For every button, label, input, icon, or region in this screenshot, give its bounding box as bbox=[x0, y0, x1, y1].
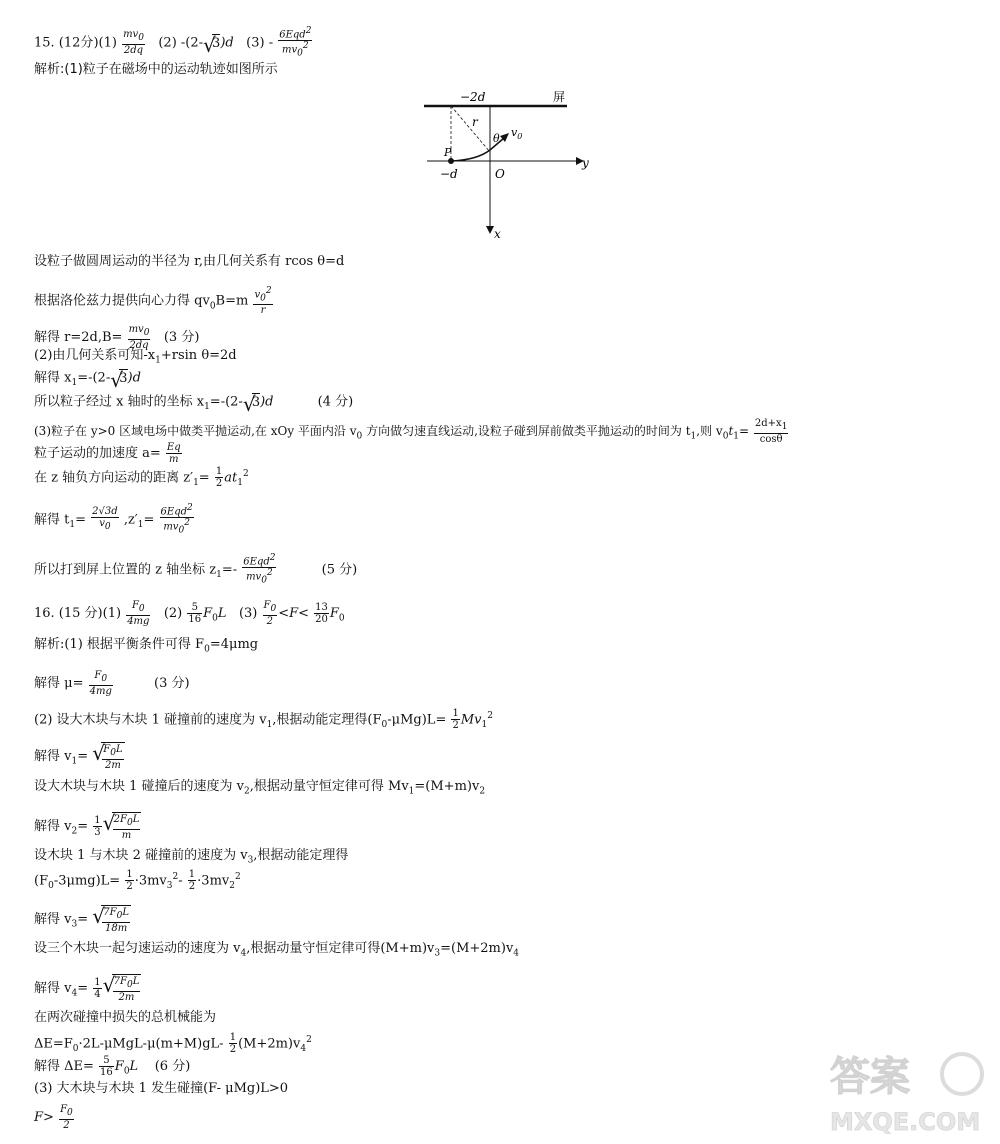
text: = bbox=[77, 912, 89, 927]
text: L bbox=[115, 744, 123, 755]
text: 0 bbox=[260, 293, 266, 304]
text: Eq bbox=[166, 442, 181, 453]
text: ,根据动能定理得 bbox=[253, 848, 349, 863]
p16-answer-header bbox=[34, 600, 345, 627]
text: (M+2m)v bbox=[238, 1036, 301, 1052]
text: 4 bbox=[240, 948, 247, 959]
text: r bbox=[260, 305, 266, 317]
text: 在 z 轴负方向运动的距离 z′ bbox=[34, 470, 194, 486]
text: 设大木块与木块 1 碰撞后的速度为 v bbox=[34, 779, 245, 794]
fraction bbox=[253, 286, 272, 316]
text: - bbox=[178, 873, 183, 889]
text: 2F bbox=[113, 814, 127, 825]
sqrt bbox=[92, 905, 131, 934]
label-r: r bbox=[472, 115, 478, 129]
sqrt bbox=[110, 369, 127, 387]
text: 1 bbox=[94, 815, 101, 826]
text: = bbox=[198, 470, 210, 486]
text: 解得 v bbox=[34, 912, 72, 927]
text: 1 bbox=[216, 569, 222, 580]
text: ,根据动量守恒定律可得 Mv bbox=[249, 779, 409, 794]
text: ·2L-μMgL-μ(m+M)gL- bbox=[78, 1036, 224, 1052]
watermark-circle bbox=[942, 1054, 982, 1094]
text: L bbox=[129, 1059, 139, 1074]
text: 2 bbox=[305, 26, 312, 36]
text: ·3mv bbox=[197, 873, 230, 889]
text: 5 bbox=[187, 602, 202, 614]
text: =(M+m)v bbox=[414, 779, 480, 794]
text: 0 bbox=[356, 431, 363, 442]
text: 2 bbox=[229, 880, 235, 891]
p16-solve-loss bbox=[34, 1055, 190, 1080]
fraction bbox=[113, 814, 141, 841]
text: 1 bbox=[71, 378, 78, 389]
text: F bbox=[131, 600, 139, 611]
text: 6Eqd bbox=[279, 29, 306, 41]
text: )d bbox=[260, 394, 274, 410]
fraction bbox=[102, 907, 130, 934]
text: B=m bbox=[215, 293, 249, 309]
label-p: P bbox=[444, 146, 452, 159]
text: ,z′ bbox=[123, 512, 138, 528]
label-y: y bbox=[582, 156, 589, 170]
text: )d bbox=[127, 370, 141, 386]
fraction bbox=[102, 744, 123, 771]
text: mv bbox=[246, 571, 262, 583]
text: 解析:(1) 根据平衡条件可得 F bbox=[34, 637, 205, 652]
text: 3 bbox=[104, 506, 112, 518]
p16-solve-v1 bbox=[34, 742, 125, 771]
watermark-bottom: MXQE.COM bbox=[830, 1108, 981, 1134]
text: 0 bbox=[209, 301, 216, 312]
text: 15. (12 bbox=[34, 35, 81, 51]
text: 1 bbox=[690, 431, 697, 442]
p16-v3-line bbox=[34, 848, 348, 869]
text: 1 bbox=[155, 355, 161, 366]
text: (3) - bbox=[246, 35, 274, 51]
text: v bbox=[254, 289, 261, 301]
p15-radius-line: 设粒子做圆周运动的半径为 r,由几何关系有 rcos θ=d bbox=[34, 254, 345, 269]
text: 2 bbox=[229, 1044, 237, 1056]
text: 2 bbox=[306, 1035, 312, 1045]
text: 0 bbox=[72, 1043, 79, 1054]
text: =- bbox=[221, 562, 238, 578]
text: (2) -(2- bbox=[158, 35, 204, 51]
text: mv bbox=[123, 29, 139, 41]
text: 设木块 1 与木块 2 碰撞前的速度为 v bbox=[34, 848, 248, 863]
fraction bbox=[89, 670, 113, 697]
text: 7F bbox=[113, 976, 127, 987]
p15-accel-line bbox=[34, 442, 183, 465]
text: 0 bbox=[104, 522, 111, 533]
fraction bbox=[113, 976, 141, 1003]
text: 3 bbox=[251, 395, 261, 410]
text: at bbox=[224, 470, 238, 486]
text: (6 分) bbox=[154, 1059, 191, 1074]
text: F bbox=[94, 670, 102, 681]
p15-zdist-line bbox=[34, 466, 249, 491]
text: 1 bbox=[229, 1032, 237, 1044]
text: ,则 v bbox=[696, 424, 723, 438]
text: +rsin θ=2d bbox=[160, 348, 237, 363]
text: =4μmg bbox=[209, 637, 259, 652]
text: -3μmg)L= bbox=[53, 873, 121, 889]
text: F bbox=[114, 1059, 124, 1074]
text: 2 bbox=[184, 518, 190, 529]
text: 0 bbox=[48, 880, 54, 891]
text: 解得 t bbox=[34, 512, 70, 528]
text: L bbox=[122, 907, 129, 918]
text: 1 bbox=[452, 708, 459, 720]
label-v0 bbox=[511, 126, 522, 141]
sqrt bbox=[203, 34, 220, 52]
text: 分 bbox=[80, 35, 94, 51]
text: 2 bbox=[244, 786, 250, 797]
text: L bbox=[132, 814, 140, 825]
text: 2 bbox=[234, 872, 241, 882]
fraction bbox=[122, 29, 145, 56]
text: )(1) bbox=[93, 35, 117, 51]
text: 0 bbox=[67, 1108, 73, 1118]
text: 0 bbox=[126, 818, 133, 828]
text: 0 bbox=[517, 132, 523, 141]
text: 解得 ΔE= bbox=[34, 1059, 94, 1074]
text: 1 bbox=[94, 977, 101, 988]
text: 2m bbox=[118, 992, 135, 1003]
text: F bbox=[263, 600, 271, 611]
sqrt bbox=[103, 974, 142, 1003]
text: 2 bbox=[71, 826, 78, 837]
text: = bbox=[739, 424, 750, 438]
text: 1 bbox=[266, 719, 273, 730]
text: 0 bbox=[261, 575, 267, 586]
fraction bbox=[126, 600, 150, 627]
text: 0 bbox=[143, 328, 150, 338]
text: 2 bbox=[266, 616, 274, 627]
p15-geo-2 bbox=[34, 348, 237, 369]
text: 4 bbox=[513, 948, 520, 959]
text: 2 bbox=[452, 720, 459, 732]
text: 2 bbox=[479, 786, 486, 797]
text: v bbox=[511, 126, 518, 139]
text: d bbox=[111, 506, 118, 518]
text: F bbox=[103, 744, 111, 755]
fraction bbox=[187, 602, 202, 625]
text: 2 bbox=[269, 553, 276, 563]
text: F bbox=[329, 606, 339, 621]
p15-part3-line: (3)粒子在 y>0 区域电场中做类平抛运动,在 xOy 平面内沿 $v_0$ 方向做匀速直线运动,设粒子碰到屏前做类平抛运动的时间为 $t_1$,则 $v_0t_1=$ $\frac{2d+x_1}{\cos\theta}$ bbox=[34, 418, 788, 445]
p16-loss-equation bbox=[34, 1032, 312, 1057]
p16-v2-line bbox=[34, 779, 485, 800]
text: (4 分) bbox=[317, 394, 354, 410]
fraction bbox=[242, 553, 276, 587]
p16-part3-inequality bbox=[34, 1104, 75, 1131]
text: (5 分) bbox=[321, 562, 358, 578]
fraction bbox=[160, 503, 194, 537]
text: L bbox=[132, 976, 140, 987]
p15-solve-2 bbox=[34, 369, 141, 391]
text: 16 bbox=[100, 1067, 113, 1078]
text: 解得 v bbox=[34, 981, 72, 996]
label-screen: 屏 bbox=[553, 90, 566, 104]
text: 4 bbox=[94, 989, 101, 1000]
sqrt bbox=[243, 393, 260, 411]
text: 16. (15 分)(1) bbox=[34, 606, 122, 621]
text: 1 bbox=[781, 422, 788, 432]
label-origin: O bbox=[495, 167, 505, 181]
p15-answer-header bbox=[34, 26, 313, 60]
text: 粒子运动的加速度 a= bbox=[34, 446, 161, 461]
fraction bbox=[754, 418, 789, 445]
text: 0 bbox=[178, 525, 185, 536]
text: 解得 x bbox=[34, 370, 72, 386]
text: 0 bbox=[204, 644, 210, 655]
text: 解得 μ= bbox=[34, 676, 84, 691]
text: (2)由几何关系可知-x bbox=[34, 348, 156, 363]
text: 1 bbox=[215, 466, 223, 478]
sqrt bbox=[103, 812, 142, 841]
text: 1 bbox=[137, 519, 144, 530]
watermark-top: 答案 bbox=[830, 1054, 910, 1100]
text: = bbox=[77, 819, 89, 834]
p16-v3-equation bbox=[34, 869, 241, 894]
p16-mu-line bbox=[34, 670, 190, 697]
text: 0 bbox=[138, 604, 145, 614]
text: 2 bbox=[172, 872, 179, 882]
text: (3 分) bbox=[154, 676, 190, 691]
text: 5 bbox=[99, 1055, 114, 1067]
trajectory-diagram bbox=[422, 86, 602, 246]
p16-v4-line bbox=[34, 941, 519, 962]
sqrt bbox=[92, 742, 124, 771]
label-neg-d: −d bbox=[440, 167, 458, 181]
text: 1 bbox=[188, 869, 196, 881]
text: ,根据动量守恒定律可得(M+m)v bbox=[246, 941, 435, 956]
dashed-radius bbox=[451, 106, 490, 152]
text: )d bbox=[220, 35, 234, 51]
text: 2 bbox=[215, 478, 223, 490]
text: 所以粒子经过 x 轴时的坐标 x bbox=[34, 394, 205, 410]
p16-solve-v2 bbox=[34, 812, 141, 841]
p15-pass-line bbox=[34, 393, 353, 415]
text: 13 bbox=[315, 602, 328, 613]
p15-final-line bbox=[34, 553, 357, 587]
text: = bbox=[143, 512, 155, 528]
text: ΔE=F bbox=[34, 1036, 73, 1052]
text: 0 bbox=[270, 604, 277, 614]
text: ·3mv bbox=[134, 873, 167, 889]
fraction bbox=[93, 815, 101, 838]
fraction bbox=[278, 26, 312, 60]
text: 1 bbox=[126, 869, 133, 881]
text: 2 bbox=[487, 711, 493, 721]
text: 3 bbox=[212, 35, 221, 51]
text: 16 bbox=[188, 614, 202, 625]
text: m bbox=[121, 830, 132, 841]
text: 18m bbox=[105, 923, 128, 934]
fraction: $\frac{2√3d}{v_0}$ bbox=[92, 506, 118, 533]
p16-loss-text: 在两次碰撞中损失的总机械能为 bbox=[34, 1010, 217, 1025]
fraction bbox=[263, 600, 278, 627]
text: ,根据动能定理得(F bbox=[272, 712, 382, 728]
text: 2dq bbox=[123, 45, 144, 57]
text: 1 bbox=[71, 756, 78, 767]
text: = bbox=[77, 749, 89, 764]
text: 3 bbox=[71, 919, 78, 930]
text: 3 bbox=[119, 371, 128, 386]
p16-part3-line: (3) 大木块与木块 1 发生碰撞(F- μMg)L>0 bbox=[34, 1081, 289, 1096]
fraction bbox=[229, 1032, 237, 1055]
fraction bbox=[314, 602, 329, 625]
text: 0 bbox=[212, 613, 218, 624]
text: 6Eqd bbox=[243, 556, 270, 568]
text: 2dq bbox=[129, 340, 149, 351]
fraction bbox=[93, 977, 101, 1000]
text: (F bbox=[34, 873, 49, 889]
text: 6Eqd bbox=[160, 506, 187, 518]
text: 0 bbox=[297, 48, 303, 59]
text: 1 bbox=[408, 786, 415, 797]
text: <F< bbox=[278, 606, 310, 621]
text: 1 bbox=[69, 519, 76, 530]
p16-analysis-1 bbox=[34, 637, 258, 658]
text: 1 bbox=[237, 477, 243, 488]
p16-solve-v3 bbox=[34, 905, 131, 934]
p15-solve-1 bbox=[34, 324, 199, 351]
text: =(M+2m)v bbox=[440, 941, 514, 956]
text: 2m bbox=[105, 760, 121, 771]
text: mv bbox=[128, 324, 144, 335]
text: mv bbox=[282, 44, 298, 56]
fraction bbox=[128, 324, 151, 351]
fraction bbox=[166, 442, 182, 465]
text: 0 bbox=[101, 674, 108, 684]
fraction bbox=[215, 466, 223, 489]
text: -μMg)L= bbox=[387, 712, 447, 728]
text: (2) bbox=[163, 606, 183, 621]
text: 3 bbox=[166, 880, 173, 891]
text: 0 bbox=[126, 980, 133, 990]
text: 0 bbox=[338, 613, 345, 624]
text: 1 bbox=[204, 402, 210, 413]
fraction bbox=[99, 1055, 114, 1078]
text: m bbox=[169, 454, 179, 465]
text: F bbox=[60, 1104, 68, 1115]
text: 根据洛伦兹力提供向心力得 qv bbox=[34, 293, 210, 309]
text: 2 bbox=[242, 469, 249, 479]
text: 设三个木块一起匀速运动的速度为 v bbox=[34, 941, 241, 956]
site-watermark bbox=[826, 1050, 986, 1134]
text: 解得 r=2d,B= bbox=[34, 330, 123, 345]
x-axis-arrow bbox=[486, 226, 494, 234]
text: 解得 v bbox=[34, 819, 72, 834]
text: =-(2- bbox=[77, 370, 111, 386]
text: 3 bbox=[247, 855, 254, 866]
text: Mv bbox=[460, 712, 482, 728]
fraction bbox=[125, 869, 133, 892]
p15-analysis-1: 解析:(1)粒子在磁场中的运动轨迹如图所示 bbox=[34, 62, 278, 77]
fraction bbox=[188, 869, 196, 892]
text: 1 bbox=[193, 477, 199, 488]
text: 0 bbox=[123, 1066, 130, 1077]
p15-solve-3 bbox=[34, 503, 195, 537]
p16-v1-line bbox=[34, 708, 493, 733]
text: 7F bbox=[103, 907, 117, 918]
text: v bbox=[99, 518, 105, 530]
p15-lorentz-line bbox=[34, 286, 274, 316]
text: 2 bbox=[187, 503, 193, 513]
text: =-(2- bbox=[209, 394, 243, 410]
text: 2d+x bbox=[754, 418, 782, 429]
text: 2 bbox=[63, 1120, 70, 1131]
fraction bbox=[451, 708, 459, 731]
text: 2 bbox=[265, 286, 272, 296]
text: 2 bbox=[92, 506, 99, 518]
text: 4 bbox=[71, 988, 78, 999]
text: (3) bbox=[238, 606, 258, 621]
text: 4 bbox=[300, 1043, 307, 1054]
label-2d: −2d bbox=[460, 90, 486, 104]
text: mv bbox=[163, 521, 179, 533]
text: 2 bbox=[188, 881, 196, 893]
text: 3 bbox=[434, 948, 441, 959]
text: (3)粒子在 y>0 区域电场中做类平抛运动,在 xOy 平面内沿 v bbox=[34, 424, 357, 438]
text: = bbox=[77, 981, 89, 996]
text: 20 bbox=[315, 614, 328, 625]
fraction bbox=[59, 1104, 74, 1131]
text: 1 bbox=[481, 719, 488, 730]
text: 4mg bbox=[89, 686, 112, 697]
text: 0 bbox=[722, 431, 729, 442]
text: 0 bbox=[110, 748, 116, 758]
p16-solve-v4 bbox=[34, 974, 141, 1003]
text: 1 bbox=[733, 431, 739, 442]
text: 2 bbox=[302, 41, 309, 52]
text: (2) 设大木块与木块 1 碰撞前的速度为 v bbox=[34, 712, 267, 728]
text: 2 bbox=[126, 881, 133, 893]
label-theta: θ bbox=[493, 132, 500, 145]
text: L bbox=[217, 606, 227, 621]
text: 0 bbox=[116, 911, 123, 921]
label-x: x bbox=[494, 227, 501, 241]
text: 4mg bbox=[127, 616, 150, 627]
text: 所以打到屏上位置的 z 轴坐标 z bbox=[34, 562, 217, 578]
text: cosθ bbox=[759, 434, 783, 445]
text: 0 bbox=[381, 719, 388, 730]
text: 解得 v bbox=[34, 749, 72, 764]
text: F> bbox=[34, 1110, 54, 1125]
text: 0 bbox=[138, 33, 144, 44]
text: F bbox=[203, 606, 213, 621]
text: (3 分) bbox=[163, 330, 200, 345]
text: 方向做匀速直线运动,设粒子碰到屏前做类平抛运动的时间为 t bbox=[362, 424, 691, 438]
text: 3 bbox=[94, 827, 101, 838]
text: 2 bbox=[266, 568, 273, 579]
text: = bbox=[75, 512, 86, 528]
